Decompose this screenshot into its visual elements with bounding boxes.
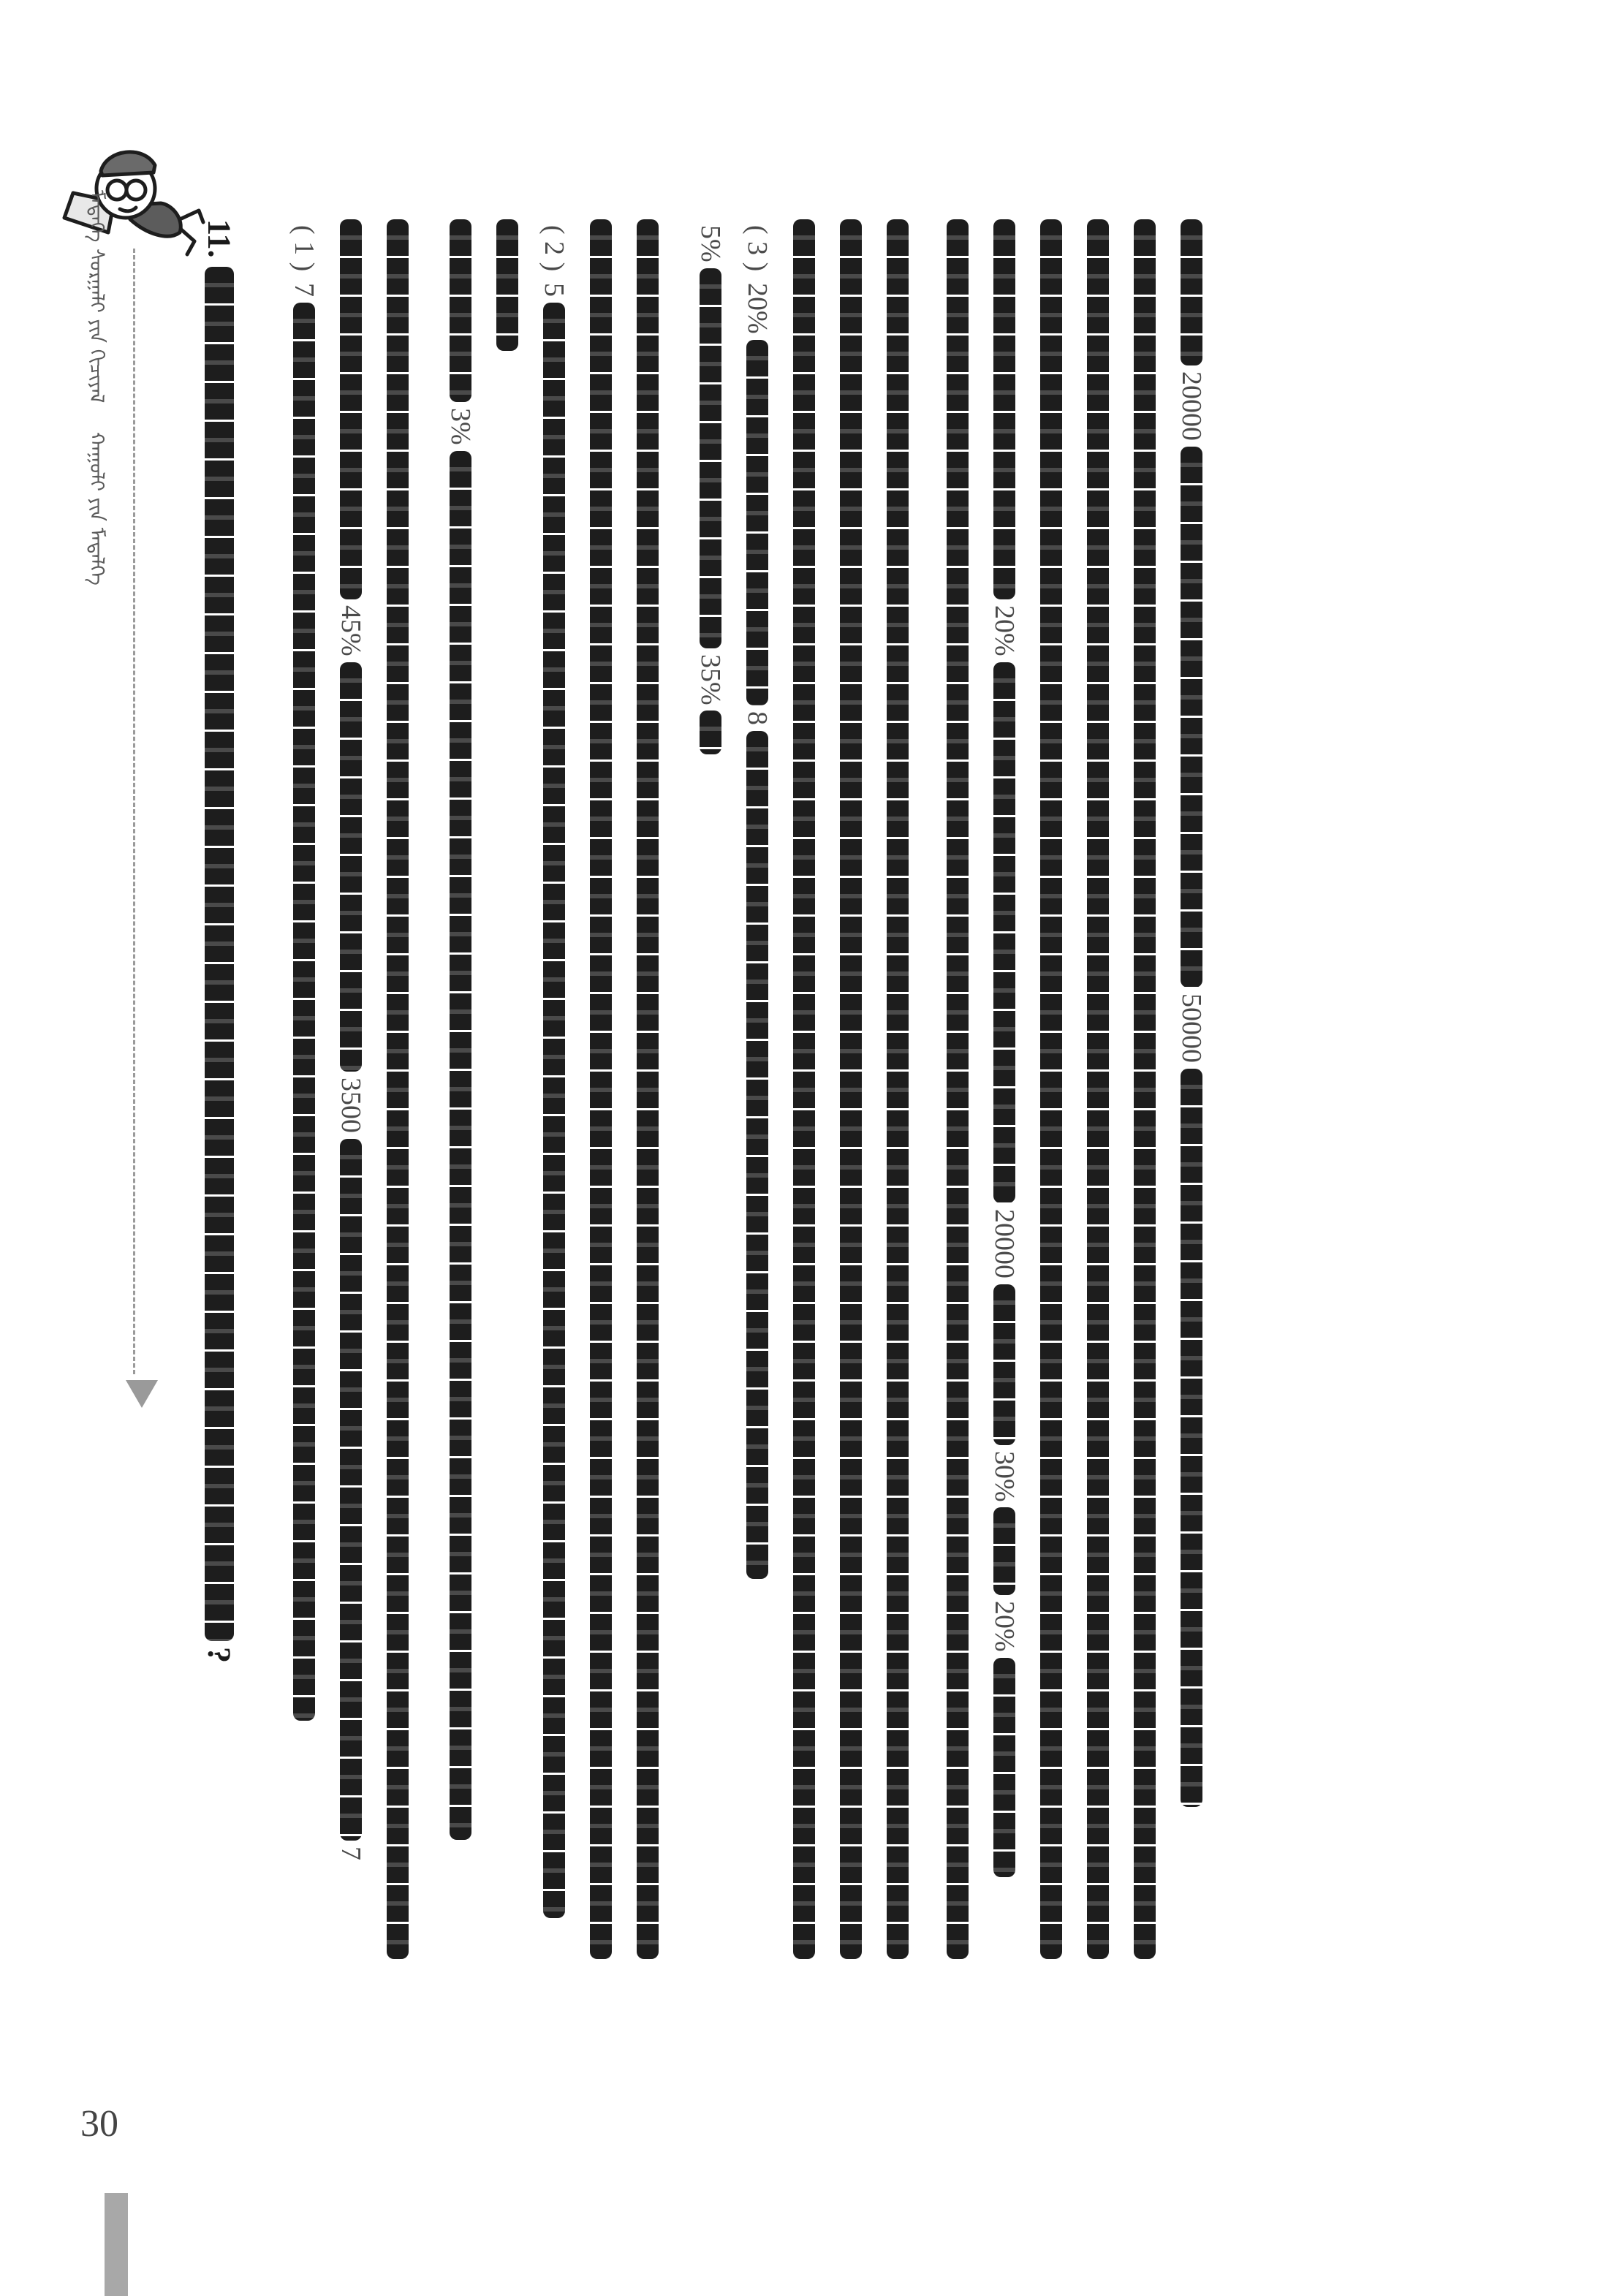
text-line-number: 5% bbox=[695, 225, 726, 262]
text-line-number: 20000 bbox=[989, 1208, 1020, 1278]
text-line bbox=[735, 219, 779, 2047]
text-line bbox=[1170, 219, 1213, 2047]
text-line bbox=[982, 219, 1026, 2047]
question-text bbox=[205, 267, 234, 1641]
question-11 bbox=[197, 219, 241, 2047]
body-text bbox=[197, 219, 1513, 2047]
text-line bbox=[626, 219, 670, 2047]
running-header-subtitle: ᠬᠠᠭᠤᠯᠢ ᠶᠢᠨ ᠮᠡᠳᠡᠯᠭᠡ bbox=[85, 432, 108, 586]
text-line bbox=[1076, 219, 1120, 2047]
text-line bbox=[329, 219, 373, 2047]
text-line-number: 5 bbox=[539, 283, 569, 298]
text-line bbox=[876, 219, 920, 2047]
page-number: 30 bbox=[80, 2103, 118, 2145]
text-line-number: 3500 bbox=[336, 1077, 366, 1133]
text-line bbox=[829, 219, 873, 2047]
text-line bbox=[782, 219, 826, 2047]
item-marker-2: ( 2 ) bbox=[539, 225, 569, 272]
item-marker-1: ( 1 ) bbox=[289, 225, 319, 272]
text-line-number: 20% bbox=[989, 1601, 1020, 1652]
text-line-number: 20% bbox=[742, 283, 773, 334]
item-marker-3: ( 3 ) bbox=[742, 225, 773, 272]
text-line bbox=[579, 219, 623, 2047]
text-line-number: 20% bbox=[989, 605, 1020, 656]
text-line bbox=[936, 219, 980, 2047]
page-edge-tab bbox=[105, 2193, 128, 2296]
text-line bbox=[376, 219, 420, 2047]
text-line bbox=[485, 219, 529, 2047]
question-number: 11. bbox=[201, 219, 238, 258]
text-line-number: 7 bbox=[336, 1846, 366, 1860]
text-line bbox=[532, 219, 576, 2047]
text-line-number: 8 bbox=[742, 711, 773, 725]
text-line bbox=[1029, 219, 1073, 2047]
text-line-number: 50000 bbox=[1176, 993, 1207, 1063]
text-line-number: 45% bbox=[336, 605, 366, 656]
running-header-title: ᠮᠡᠳᠡᠭᠡ ᠰᠤᠷᠭᠠᠯᠢ ᠶᠢᠨ ᠬᠢᠴᠢᠶᠡᠯ bbox=[85, 190, 108, 403]
arrow-down-icon bbox=[126, 1380, 158, 1408]
text-line bbox=[1123, 219, 1167, 2047]
text-line-number: 7 bbox=[289, 283, 319, 298]
text-line bbox=[689, 219, 732, 2047]
running-header bbox=[70, 190, 123, 1374]
header-divider bbox=[133, 249, 135, 1374]
question-mark: ? bbox=[201, 1646, 238, 1663]
text-line-number: 35% bbox=[695, 653, 726, 705]
text-line bbox=[439, 219, 482, 2047]
text-line-number: 30% bbox=[989, 1450, 1020, 1502]
mascot-icon bbox=[44, 132, 212, 285]
text-line-number: 3% bbox=[445, 408, 476, 445]
text-line-number: 20000 bbox=[1176, 371, 1207, 441]
text-line bbox=[282, 219, 326, 2047]
